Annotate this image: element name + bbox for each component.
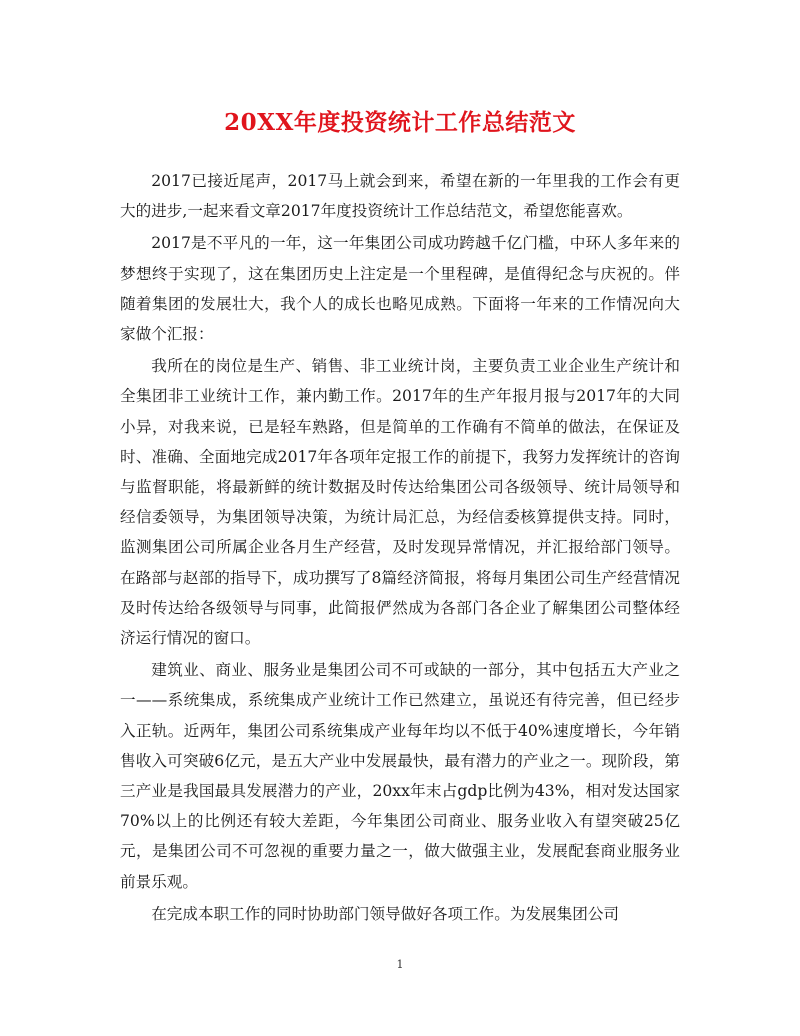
paragraph: 2017是不平凡的一年，这一年集团公司成功跨越千亿门槛，中环人多年来的梦想终于实现了，这在集团历史上注定是一个里程碑，是值得纪念与庆祝的。伴随着集团的发展壮大，我个人的成长也略见成熟。下面将一年来的工作情况向大家做个汇报： [120,234,680,344]
document-title: 20XX年度投资统计工作总结范文 [224,109,576,136]
paragraph: 我所在的岗位是生产、销售、非工业统计岗，主要负责工业企业生产统计和全集团非工业统计工作，兼内勤工作。2017年的生产年报月报与2017年的大同小异，对我来说，已是轻车熟路，但是简单的工作确有不简单的做法，在保证及时、准确、全面地完成2017年各项年定报工作的前提下，我努力发挥统计的咨询与监督职能，将最新鲜的统计数据及时传达给集团公司各级领导、统计局领导和经信委领导，为集团领导决策，为统计局汇总，为经信委核算提供支持。同时，监测集团公司所属企业各月生产经营，及时发现异常情况，并汇报给部门领导。在路部与赵部的指导下，成功撰写了8篇经济简报，将每月集团公司生产经营情况及时传达给各级领导与同事，此简报俨然成为各部门各企业了解集团公司整体经济运行情况的窗口。 [120,357,680,648]
paragraph: 在完成本职工作的同时协助部门领导做好各项工作。为发展集团公司 [151,904,620,923]
document-body [120,166,680,931]
page-number: 1 [396,958,404,971]
paragraph: 建筑业、商业、服务业是集团公司不可或缺的一部分，其中包括五大产业之一——系统集成，系统集成产业统计工作已然建立，虽说还有待完善，但已经步入正轨。近两年，集团公司系统集成产业每年均以不低于40%速度增长，今年销售收入可突破6亿元，是五大产业中发展最快，最有潜力的产业之一。现阶段，第三产业是我国最具发展潜力的产业，20xx年末占gdp比例为43%，相对发达国家70%以上的比例还有较大差距，今年集团公司商业、服务业收入有望突破25亿元，是集团公司不可忽视的重要力量之一，做大做强主业，发展配套商业服务业前景乐观。 [120,661,680,891]
paragraph: 2017已接近尾声，2017马上就会到来，希望在新的一年里我的工作会有更大的进步,一起来看文章2017年度投资统计工作总结范文，希望您能喜欢。 [120,172,680,221]
